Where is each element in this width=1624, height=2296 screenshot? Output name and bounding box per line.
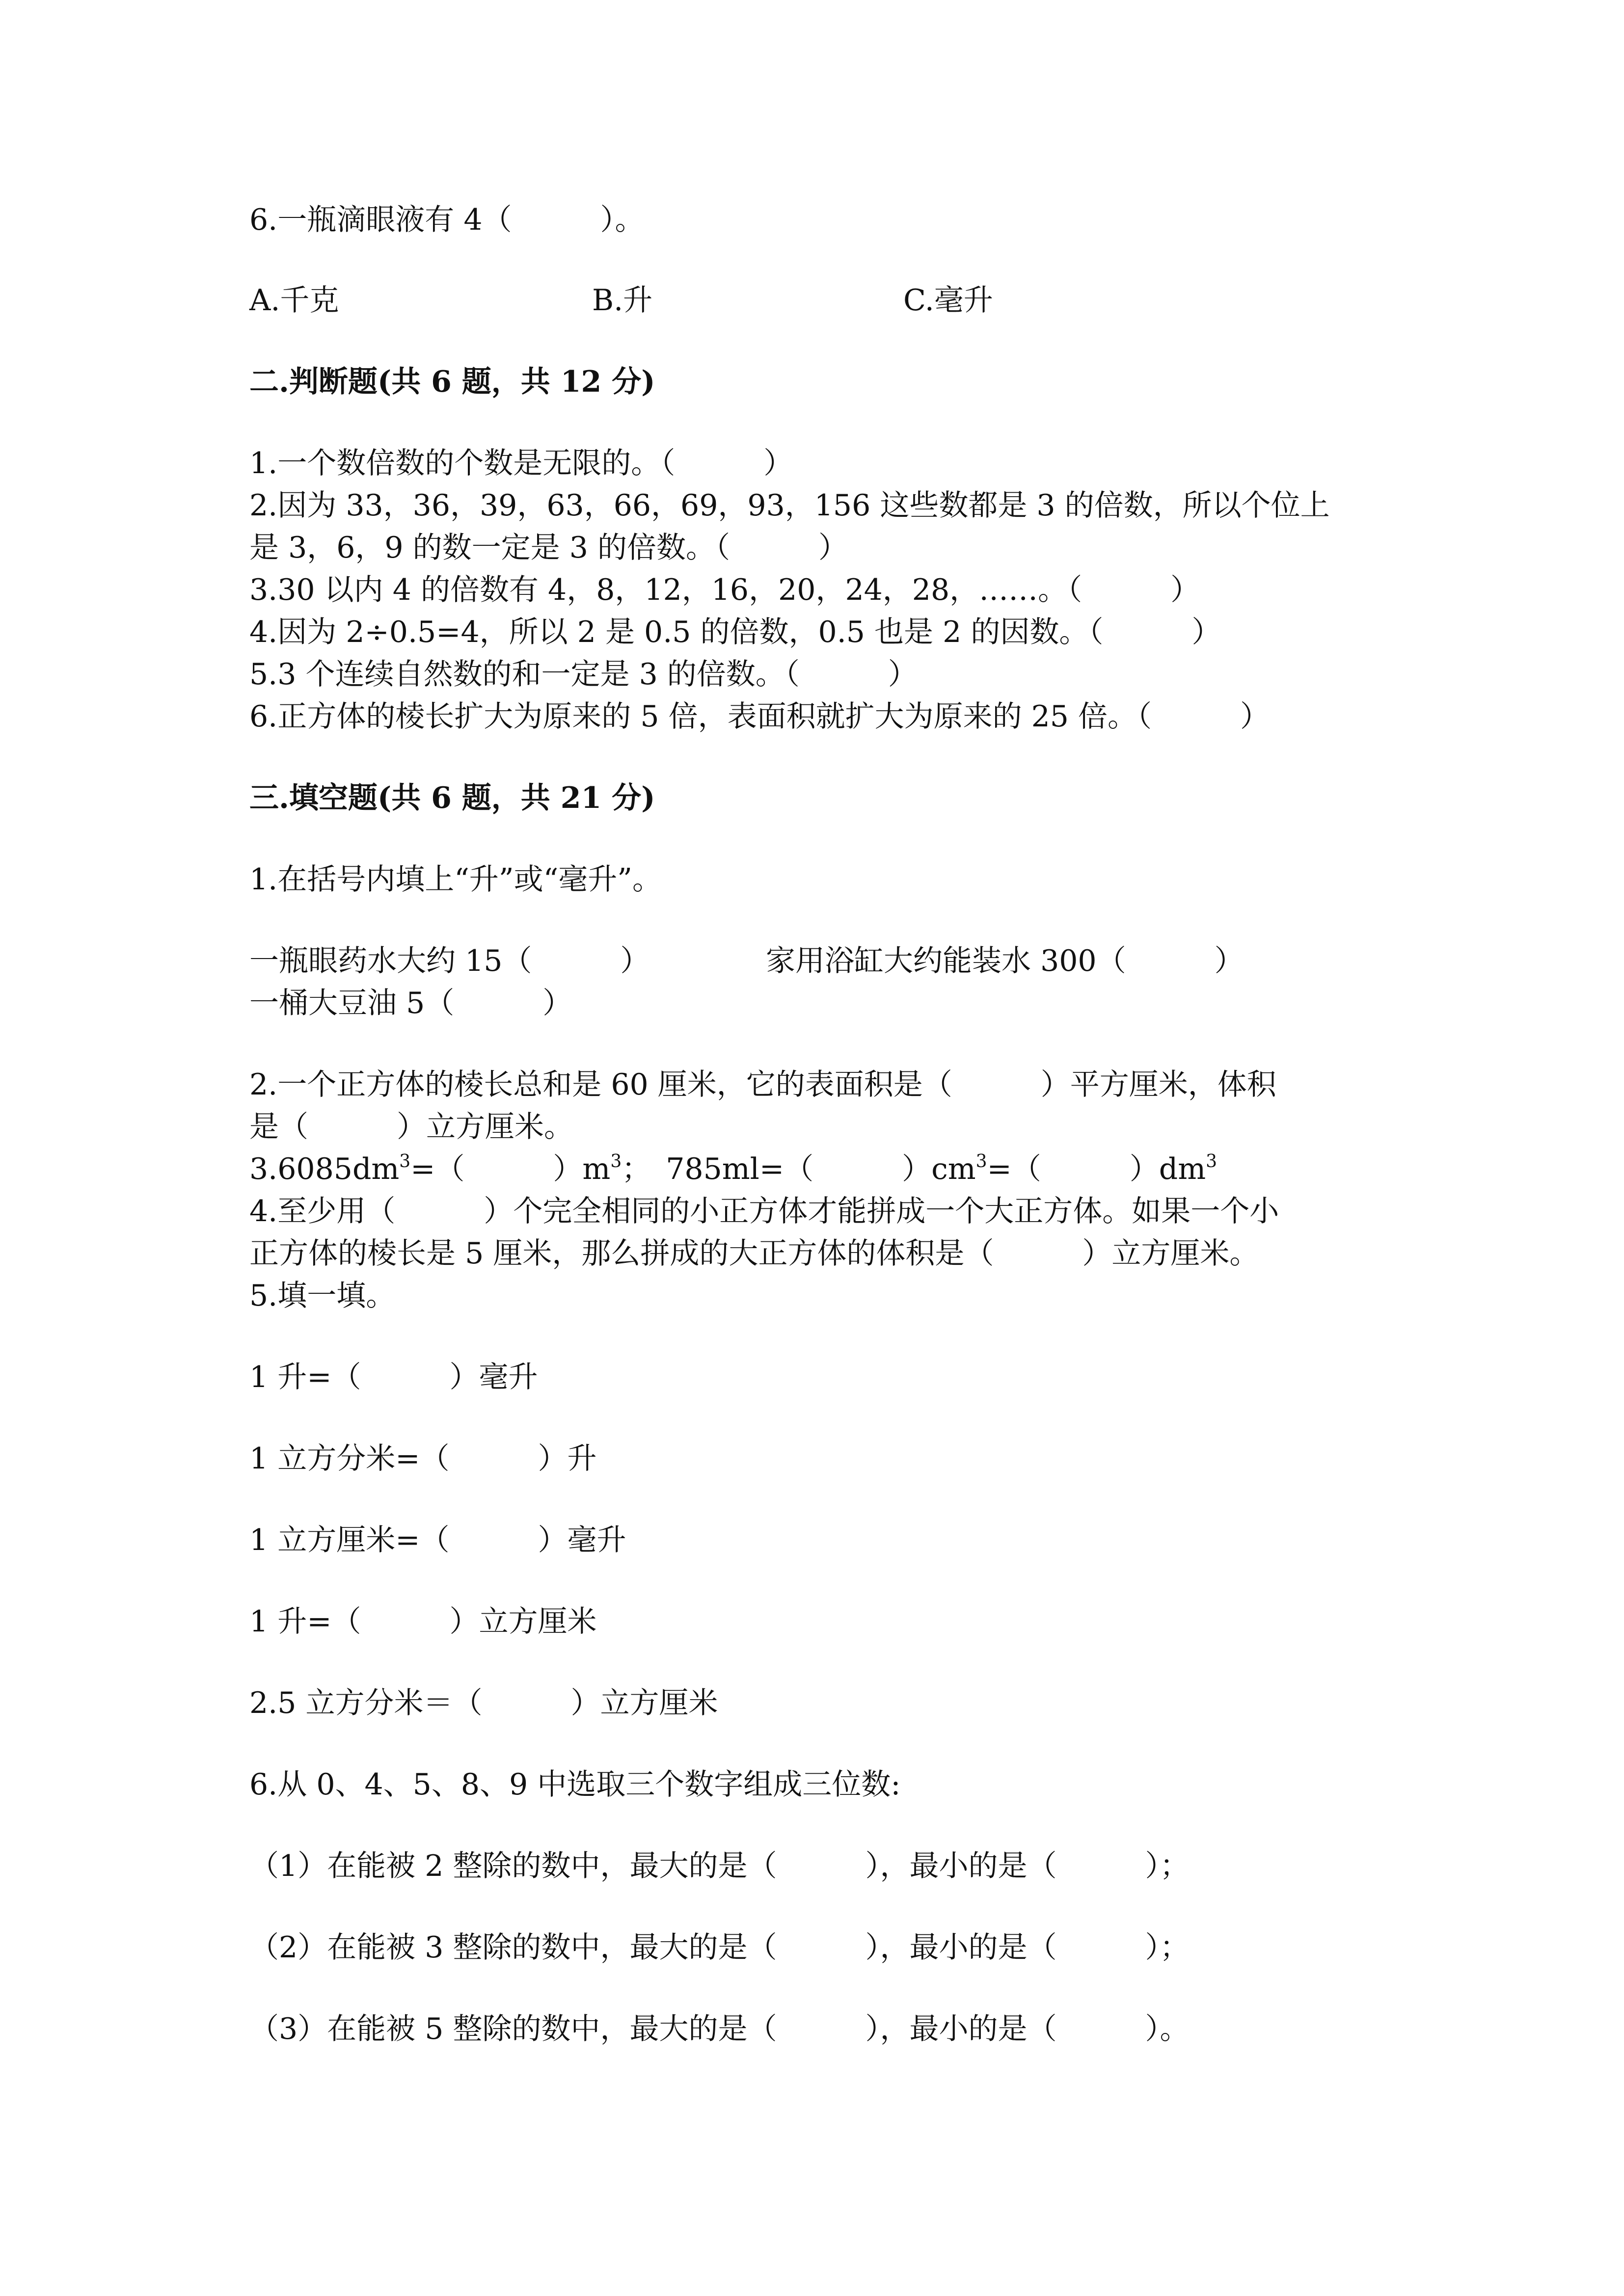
fill-q6-item: （3）在能被 5 整除的数中，最大的是（ ），最小的是（ ）。 [249, 2012, 1190, 2046]
section-2-heading: 二.判断题(共 6 题，共 12 分) [249, 365, 655, 399]
fill-q5-item: 1 立方厘米=（ ）毫升 [249, 1523, 626, 1557]
fill-q3-part: 3.6085dm [249, 1152, 400, 1186]
option-b: B.升 [592, 283, 653, 318]
fill-q6-item: （2）在能被 3 整除的数中，最大的是（ ），最小的是（ ）； [249, 1930, 1190, 1965]
fill-q5-item: 1 立方分米=（ ）升 [249, 1442, 597, 1476]
section-3-heading: 三.填空题(共 6 题，共 21 分) [249, 781, 655, 815]
fill-q1-item: 一瓶眼药水大约 15（ ） [249, 944, 650, 978]
judgment-line: 3.30 以内 4 的倍数有 4，8，12，16，20，24，28，……。（ ） [249, 573, 1200, 607]
option-a: A.千克 [249, 283, 339, 318]
fill-q6-stem: 6.从 0、4、5、8、9 中选取三个数字组成三位数: [249, 1767, 901, 1802]
fill-q3-part: ； 785ml=（ ）cm [622, 1152, 976, 1186]
judgment-line: 2.因为 33，36，39，63，66，69，93，156 这些数都是 3 的倍数，所以个位上 [249, 488, 1330, 523]
fill-q1-item: 家用浴缸大约能装水 300（ ） [766, 944, 1244, 978]
judgment-line: 4.因为 2÷0.5=4，所以 2 是 0.5 的倍数，0.5 也是 2 的因数。（ ） [249, 615, 1221, 649]
fill-q3-part: =（ ）m [410, 1152, 611, 1186]
fill-q3-line [249, 1151, 1218, 1186]
judgment-line: 1.一个数倍数的个数是无限的。（ ） [249, 446, 793, 481]
option-c: C.毫升 [903, 283, 993, 318]
judgment-line: 5.3 个连续自然数的和一定是 3 的倍数。（ ） [249, 657, 918, 692]
fill-q2-line: 是（ ）立方厘米。 [249, 1110, 573, 1144]
fill-q4-line: 4.至少用（ ）个完全相同的小正方体才能拼成一个大正方体。如果一个小 [249, 1194, 1279, 1228]
fill-q6-item: （1）在能被 2 整除的数中，最大的是（ ），最小的是（ ）； [249, 1849, 1190, 1883]
question-6-stem: 6.一瓶滴眼液有 4（ ）。 [249, 203, 645, 237]
exponent: 3 [1206, 1151, 1218, 1172]
exponent: 3 [610, 1151, 622, 1172]
fill-q1-stem: 1.在括号内填上“升”或“毫升”。 [249, 862, 662, 897]
fill-q5-item: 1 升=（ ）立方厘米 [249, 1604, 597, 1639]
judgment-line: 6.正方体的棱长扩大为原来的 5 倍，表面积就扩大为原来的 25 倍。（ ） [249, 699, 1270, 734]
judgment-line: 是 3，6，9 的数一定是 3 的倍数。（ ） [249, 531, 848, 565]
fill-q3-part: =（ ）dm [987, 1152, 1206, 1186]
exponent: 3 [975, 1151, 987, 1172]
fill-q4-line: 正方体的棱长是 5 厘米，那么拼成的大正方体的体积是（ ）立方厘米。 [249, 1236, 1259, 1271]
fill-q1-item: 一桶大豆油 5（ ） [249, 986, 572, 1020]
exponent: 3 [399, 1151, 411, 1172]
fill-q2-line: 2.一个正方体的棱长总和是 60 厘米，它的表面积是（ ）平方厘米，体积 [249, 1068, 1276, 1102]
fill-q5-item: 1 升=（ ）毫升 [249, 1360, 538, 1394]
fill-q5-stem: 5.填一填。 [249, 1279, 396, 1313]
fill-q5-item: 2.5 立方分米＝（ ）立方厘米 [249, 1686, 718, 1720]
